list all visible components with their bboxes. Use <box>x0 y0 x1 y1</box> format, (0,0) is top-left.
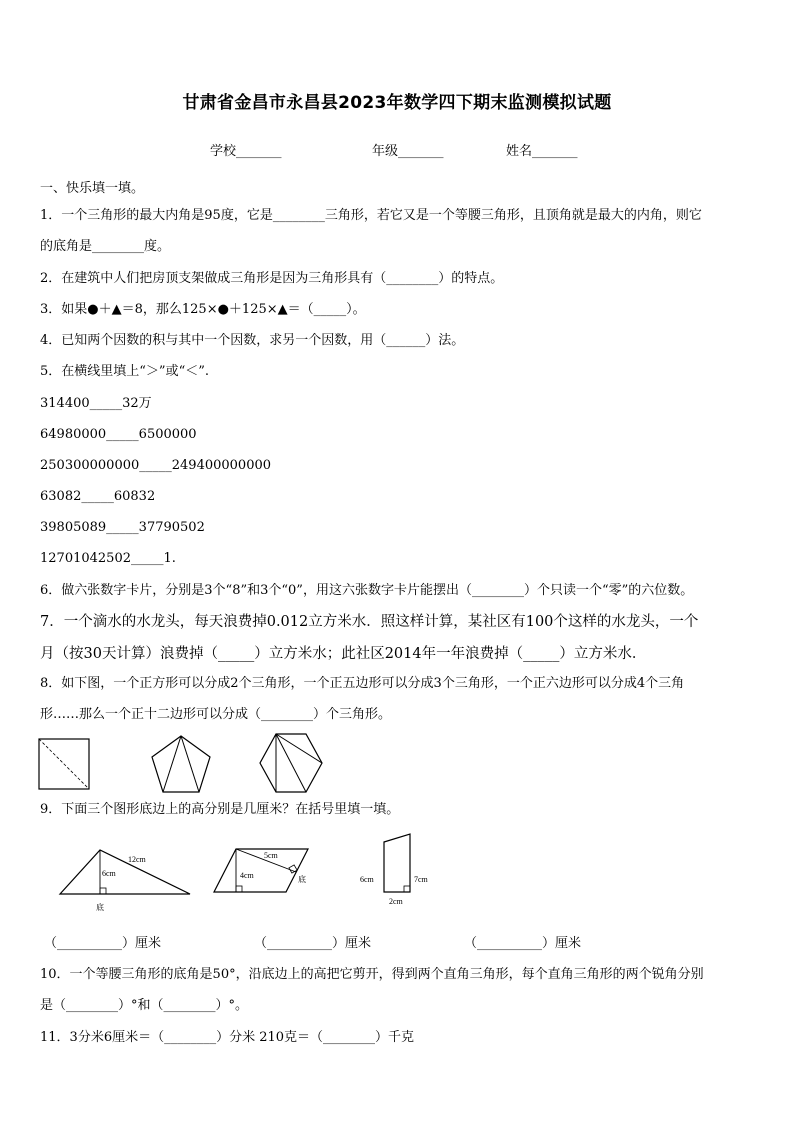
question-1-line-2: 的底角是________度。 <box>40 239 171 254</box>
square-figure <box>38 738 90 790</box>
answer-blank-trapezoid: （__________）厘米 <box>464 936 582 951</box>
parallelogram-height-figure <box>212 846 312 896</box>
question-7-line-2: 月（按30天计算）浪费掉（_____）立方米水；此社区2014年一年浪费掉（_____）立方米水． <box>40 646 647 662</box>
answer-blank-triangle: （__________）厘米 <box>44 936 162 951</box>
question-8-line-1: 8．如下图，一个正方形可以分成2个三角形，一个正五边形可以分成3个三角形，一个正六边形可以分成4个三角 <box>40 676 685 691</box>
question-5: 5．在横线里填上“＞”或“＜”. <box>40 364 209 379</box>
hexagon-figure <box>258 732 324 794</box>
question-3: 3．如果●＋▲＝8，那么125×●＋125×▲＝（_____）。 <box>40 302 366 317</box>
compare-item: 64980000_____6500000 <box>40 427 197 442</box>
section-heading: 一、快乐填一填。 <box>40 181 145 196</box>
compare-item: 63082_____60832 <box>40 489 156 504</box>
answer-blank-parallelogram: （__________）厘米 <box>254 936 372 951</box>
parallelogram-side-label: 5cm <box>264 851 278 860</box>
question-10-line-2: 是（________）°和（________）°。 <box>40 998 249 1013</box>
parallelogram-height-label: 4cm <box>240 871 254 880</box>
question-1-line-1: 1．一个三角形的最大内角是95度，它是________三角形，若它又是一个等腰三角形，且顶角就是最大的内角，则它 <box>40 208 702 223</box>
page-title: 甘肃省金昌市永昌县2023年数学四下期末监测模拟试题 <box>182 93 612 113</box>
question-6: 6．做六张数字卡片，分别是3个“8”和3个“0”，用这六张数字卡片能摆出（________）个只读一个“零”的六位数。 <box>40 583 694 598</box>
grade-field: 年级_______ <box>372 144 444 159</box>
question-10-line-1: 10．一个等腰三角形的底角是50°，沿底边上的高把它剪开，得到两个直角三角形，每个直角三角形的两个锐角分别 <box>40 967 704 982</box>
question-7-line-1: 7．一个滴水的水龙头，每天浪费掉0.012立方米水．照这样计算，某社区有100个这样的水龙头，一个 <box>40 614 699 630</box>
trapezoid-left-label: 6cm <box>360 875 374 884</box>
trapezoid-height-figure <box>356 832 442 908</box>
compare-item: 250300000000_____249400000000 <box>40 458 272 473</box>
triangle-side-label: 12cm <box>128 855 146 864</box>
question-11: 11．3分米6厘米＝（________）分米 210克＝（________）千克 <box>40 1030 415 1045</box>
parallelogram-base-label: 底 <box>298 875 306 884</box>
triangle-height-figure <box>58 848 194 914</box>
compare-item: 314400_____32万 <box>40 396 152 411</box>
trapezoid-base-label: 2cm <box>389 897 403 906</box>
pentagon-figure <box>150 734 212 794</box>
question-8-line-2: 形……那么一个正十二边形可以分成（________）个三角形。 <box>40 707 392 722</box>
compare-item: 12701042502_____1. <box>40 551 176 566</box>
school-field: 学校_______ <box>210 144 282 159</box>
triangle-base-label: 底 <box>96 903 104 912</box>
question-2: 2．在建筑中人们把房顶支架做成三角形是因为三角形具有（________）的特点。 <box>40 271 504 286</box>
compare-item: 39805089_____37790502 <box>40 520 205 535</box>
triangle-height-label: 6cm <box>102 869 116 878</box>
question-9: 9．下面三个图形底边上的高分别是几厘米？在括号里填一填。 <box>40 802 400 817</box>
trapezoid-right-label: 7cm <box>414 875 428 884</box>
question-4: 4．已知两个因数的积与其中一个因数，求另一个因数，用（______）法。 <box>40 333 465 348</box>
name-field: 姓名_______ <box>506 144 578 159</box>
